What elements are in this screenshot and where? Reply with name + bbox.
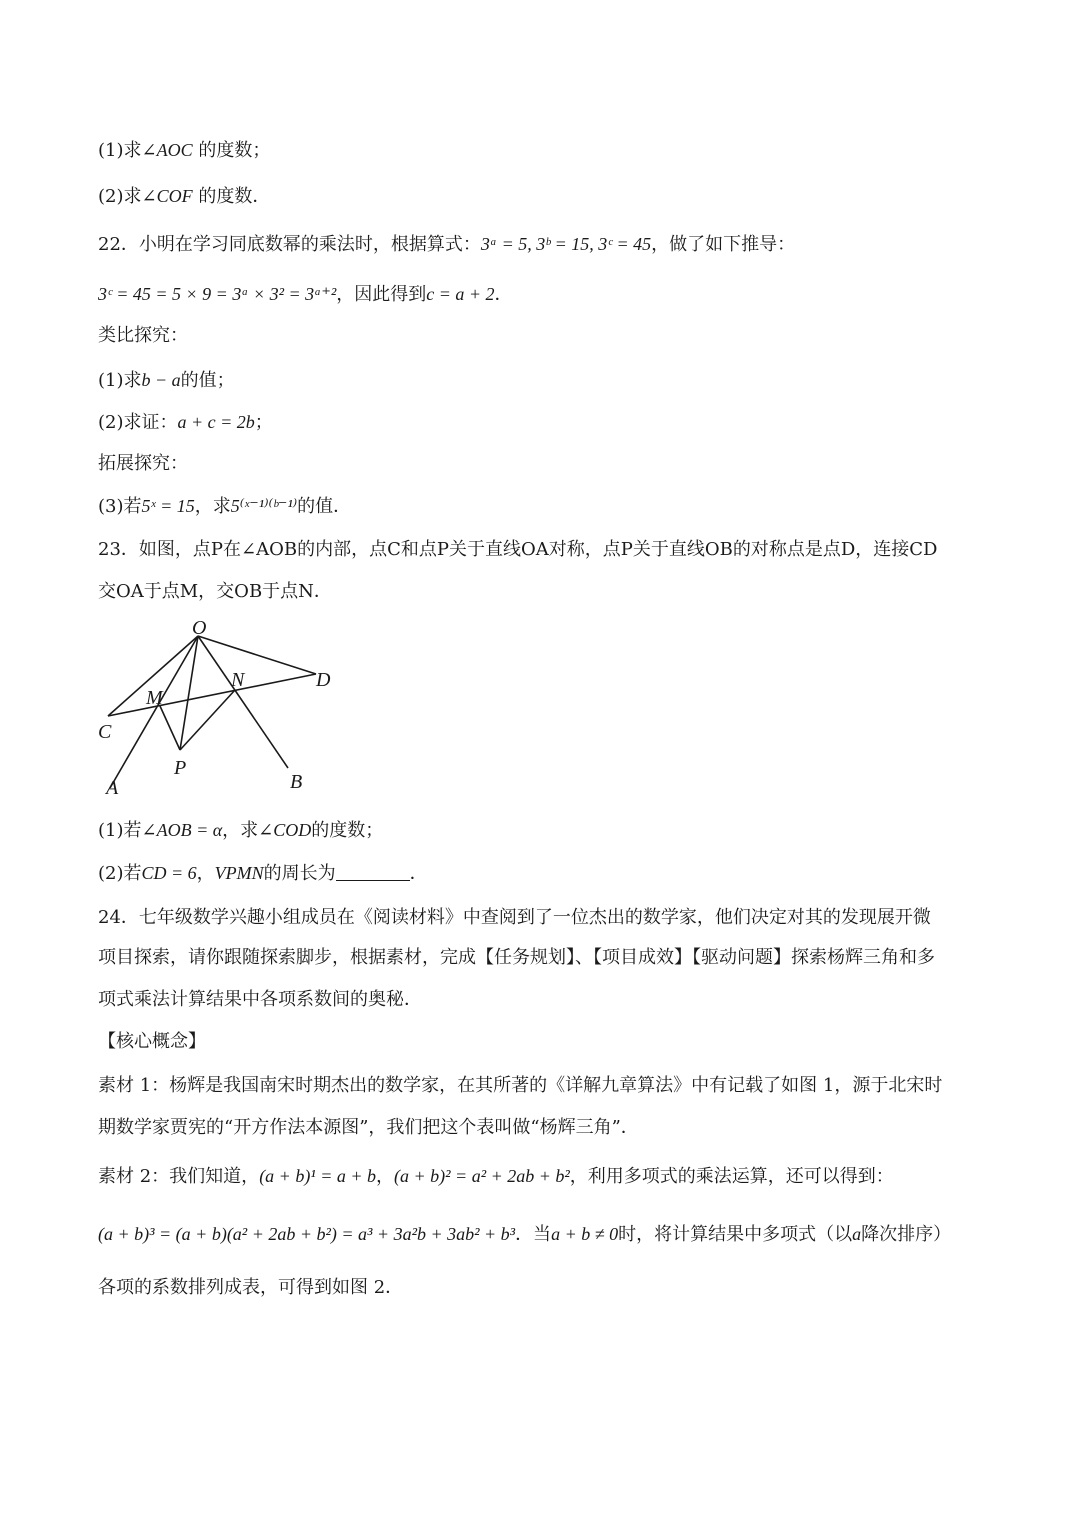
label-P: P: [174, 757, 187, 779]
q21-part2-post: 的度数．: [192, 186, 271, 207]
q22-derivation: [98, 282, 998, 307]
q22-part2: [98, 410, 998, 435]
q21-part1-pre: (1)求: [98, 140, 142, 161]
q21-part2-math: ∠COF: [141, 186, 193, 206]
q22-part3-post: 的值．: [297, 496, 352, 517]
q21-part1: [98, 138, 998, 163]
q24-material2-pre: 素材 2：我们知道，: [98, 1166, 260, 1187]
q24-expansion-end: 降次排序）: [861, 1224, 952, 1245]
q21-part1-math: ∠AOC: [141, 140, 193, 160]
segment-CD: [108, 674, 316, 716]
q22-derivation-end: ．: [494, 284, 513, 305]
q24-expansion-math: (a + b)³ = (a + b)(a² + 2ab + b²) = a³ + 3a²b + 3ab² + b³: [98, 1224, 516, 1244]
q23-part2-mid: ，: [196, 863, 215, 884]
q23-text-line2: 交OA于点M，交OB于点N．: [98, 581, 332, 602]
q23-part1-post: 的度数；: [311, 820, 384, 841]
label-O: O: [192, 617, 207, 639]
answer-blank[interactable]: [336, 862, 410, 881]
label-B: B: [290, 771, 303, 793]
q24-expansion-post: 时，将计算结果中多项式（以: [618, 1224, 853, 1245]
q23-part2-math: CD = 6: [141, 863, 197, 883]
q22-part3-mid: ，求: [194, 496, 231, 517]
q22-intro-post: ，做了如下推导：: [651, 234, 796, 255]
q23-part2-pre: (2)若: [98, 863, 142, 884]
q24-expansion-cond: a + b ≠ 0: [551, 1224, 619, 1244]
q24-material2-math2: (a + b)² = a² + 2ab + b²: [394, 1166, 570, 1186]
q21-part1-post: 的度数；: [192, 140, 271, 161]
q24-material2-math1: (a + b)¹ = a + b: [259, 1166, 377, 1186]
q24-line2: 项目探索，请你跟随探索脚步，根据素材，完成【任务规划】、【项目成效】【驱动问题】探索杨辉三角和多: [98, 947, 935, 968]
q24-material2-post: ，利用多项式的乘法运算，还可以得到：: [569, 1166, 894, 1187]
q23-part1-math: ∠AOB = α: [141, 820, 223, 840]
q22-part3: [98, 494, 998, 519]
q23-text-line1: 23．如图，点P在∠AOB的内部，点C和点P关于直线OA对称，点P关于直线OB的对称点是点D，连接CD: [98, 539, 938, 560]
q22-part2-pre: (2)求证：: [98, 412, 178, 433]
q23-part2: [98, 861, 998, 886]
q24-expansion-var: a: [852, 1224, 862, 1244]
q21-part2: [98, 184, 998, 209]
q24-core-heading: 【核心概念】: [98, 1031, 206, 1052]
q24-material2: [98, 1164, 998, 1189]
q24-line1: 24．七年级数学兴趣小组成员在《阅读材料》中查阅到了一位杰出的数学家，他们决定对其的发现展开微: [98, 907, 931, 928]
q22-derivation-result: c = a + 2: [426, 284, 495, 304]
segment-MP: [160, 706, 180, 750]
segment-OD: [198, 636, 316, 674]
q22-part3-math2: 5⁽ˣ⁻¹⁾⁽ᵇ⁻¹⁾: [230, 496, 298, 516]
q24-expansion-mid: ．当: [515, 1224, 552, 1245]
q22-part1: [98, 368, 998, 393]
ray-OB: [198, 636, 288, 768]
q24-final-line: 各项的系数排列成表，可得到如图 2．: [98, 1277, 404, 1298]
label-C: C: [98, 721, 112, 743]
q23-part1: [98, 818, 998, 843]
label-A: A: [106, 777, 119, 799]
q22-part1-pre: (1)求: [98, 370, 142, 391]
q23-part1-pre: (1)若: [98, 820, 142, 841]
label-D: D: [316, 669, 331, 691]
q22-derivation-post: ，因此得到: [336, 284, 427, 305]
q22-part3-math1: 5ˣ = 15: [141, 496, 195, 516]
q22-intro-pre: 22．小明在学习同底数幂的乘法时，根据算式：: [98, 234, 481, 255]
geometry-figure: [90, 612, 350, 808]
q22-intro-math: 3ᵃ = 5, 3ᵇ = 15, 3ᶜ = 45: [480, 234, 652, 254]
label-M: M: [146, 687, 163, 709]
q23-part1-mid: ，求: [222, 820, 259, 841]
q22-part1-post: 的值；: [180, 370, 235, 391]
q22-analogy-heading: 类比探究：: [98, 325, 188, 346]
q22-part1-math: b − a: [141, 370, 181, 390]
q23-part1-math2: ∠COD: [258, 820, 312, 840]
q22-part3-pre: (3)若: [98, 496, 142, 517]
q23-part2-end: ．: [409, 863, 428, 884]
q24-material1-line1: 素材 1：杨辉是我国南宋时期杰出的数学家，在其所著的《详解九章算法》中有记载了如图 1，源于北宋时: [98, 1075, 943, 1096]
q22-extension-heading: 拓展探究：: [98, 453, 188, 474]
figure-lines: [108, 636, 316, 788]
q24-expansion: [98, 1222, 998, 1247]
q24-material2-sep: ，: [376, 1166, 395, 1187]
q22-intro: [98, 232, 998, 257]
q23-part2-post: 的周长为: [263, 863, 336, 884]
q21-part2-pre: (2)求: [98, 186, 142, 207]
q24-line3: 项式乘法计算结果中各项系数间的奥秘．: [98, 989, 422, 1010]
label-N: N: [231, 669, 245, 691]
q22-part2-post: ；: [254, 412, 273, 433]
q23-part2-math2: VPMN: [214, 863, 264, 883]
q24-material1-line2: 期数学家贾宪的“开方作法本源图”，我们把这个表叫做“杨辉三角”．: [98, 1117, 639, 1138]
q22-part2-math: a + c = 2b: [177, 412, 255, 432]
q22-derivation-math: 3ᶜ = 45 = 5 × 9 = 3ᵃ × 3² = 3ᵃ⁺²: [98, 284, 337, 304]
